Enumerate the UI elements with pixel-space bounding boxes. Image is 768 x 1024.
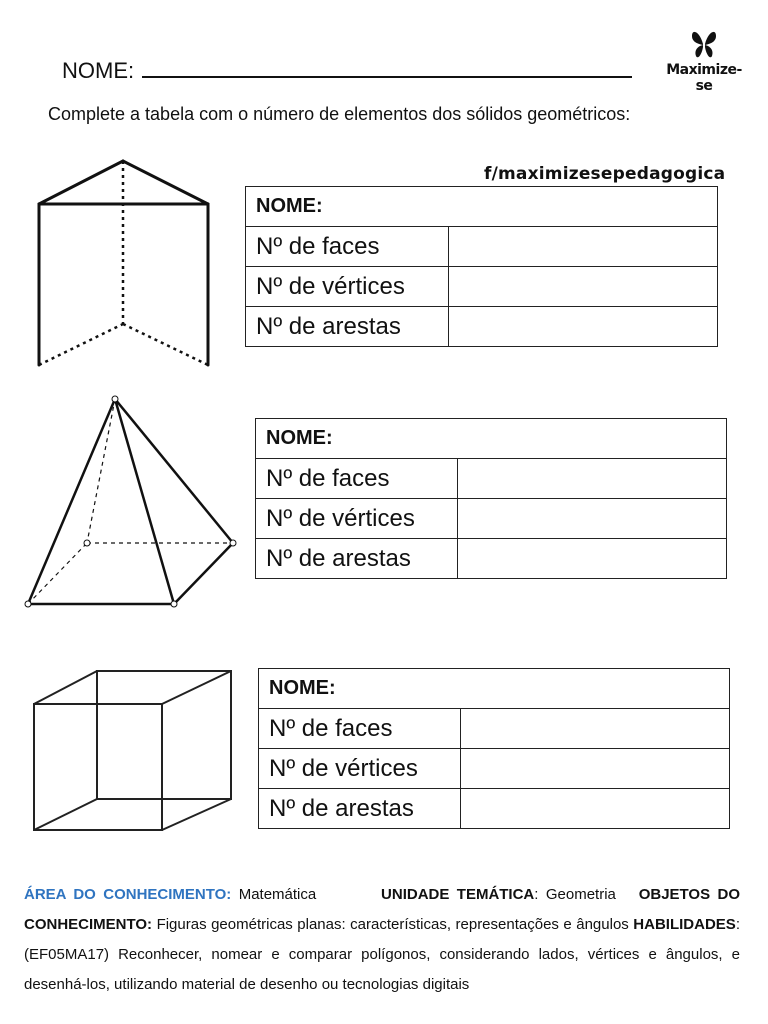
faces-label: Nº de faces bbox=[246, 227, 449, 267]
table-row bbox=[246, 267, 718, 307]
square-pyramid-figure bbox=[20, 392, 244, 614]
table-row bbox=[259, 749, 730, 789]
student-name-label: NOME: bbox=[62, 58, 135, 83]
edges-answer-cell[interactable] bbox=[458, 539, 727, 579]
brand-name: Maximize-se bbox=[666, 62, 742, 94]
faces-answer-cell[interactable] bbox=[461, 709, 730, 749]
faces-answer-cell[interactable] bbox=[458, 459, 727, 499]
unit-label: UNIDADE TEMÁTICA bbox=[381, 886, 535, 903]
shape-name-cell[interactable]: NOME: bbox=[256, 419, 727, 459]
butterfly-icon bbox=[690, 28, 718, 60]
facebook-icon: f bbox=[484, 164, 492, 184]
edges-answer-cell[interactable] bbox=[448, 307, 717, 347]
instruction-text: Complete a tabela com o número de elementos dos sólidos geométricos: bbox=[48, 104, 631, 124]
objects-label: OBJETOS DO CONHECIMENTO: bbox=[24, 886, 740, 933]
student-name-line bbox=[62, 58, 632, 84]
shape-name-cell[interactable]: NOME: bbox=[246, 187, 718, 227]
faces-label: Nº de faces bbox=[256, 459, 458, 499]
table-row bbox=[256, 499, 727, 539]
table-row bbox=[246, 187, 718, 227]
table-row bbox=[256, 459, 727, 499]
table-row bbox=[246, 227, 718, 267]
pyramid-elements-table bbox=[255, 418, 727, 579]
table-row bbox=[256, 539, 727, 579]
table-row bbox=[246, 307, 718, 347]
faces-label: Nº de faces bbox=[259, 709, 461, 749]
table-row bbox=[259, 789, 730, 829]
brand-logo bbox=[664, 28, 744, 94]
cube-figure bbox=[28, 664, 240, 836]
skills-value: : (EF05MA17) Reconhecer, nomear e comparar polígonos, considerando lados, vértices e ângulos, e desenhá-los, utilizando material de desenho ou tecnologias digitais bbox=[24, 916, 740, 993]
faces-answer-cell[interactable] bbox=[448, 227, 717, 267]
vertices-answer-cell[interactable] bbox=[461, 749, 730, 789]
area-value: Matemática bbox=[238, 886, 317, 903]
area-label: ÁREA DO CONHECIMENTO: bbox=[24, 886, 232, 903]
table-row bbox=[259, 669, 730, 709]
cube-elements-table bbox=[258, 668, 730, 829]
triangular-prism-figure bbox=[32, 156, 216, 372]
table-row bbox=[256, 419, 727, 459]
table-row bbox=[259, 709, 730, 749]
unit-value: : Geometria bbox=[534, 886, 616, 903]
shape-name-cell[interactable]: NOME: bbox=[259, 669, 730, 709]
vertices-answer-cell[interactable] bbox=[448, 267, 717, 307]
vertices-answer-cell[interactable] bbox=[458, 499, 727, 539]
objects-value: Figuras geométricas planas: características, representações e ângulos bbox=[156, 916, 629, 933]
vertices-label: Nº de vértices bbox=[259, 749, 461, 789]
edges-answer-cell[interactable] bbox=[461, 789, 730, 829]
social-handle: f/maximizesepedagogica bbox=[484, 164, 726, 184]
edges-label: Nº de arestas bbox=[246, 307, 449, 347]
curriculum-footer bbox=[24, 880, 740, 1000]
edges-label: Nº de arestas bbox=[256, 539, 458, 579]
skills-label: HABILIDADES bbox=[633, 916, 736, 933]
vertices-label: Nº de vértices bbox=[256, 499, 458, 539]
vertices-label: Nº de vértices bbox=[246, 267, 449, 307]
prism-elements-table bbox=[245, 186, 718, 347]
edges-label: Nº de arestas bbox=[259, 789, 461, 829]
student-name-blank[interactable] bbox=[142, 58, 632, 78]
